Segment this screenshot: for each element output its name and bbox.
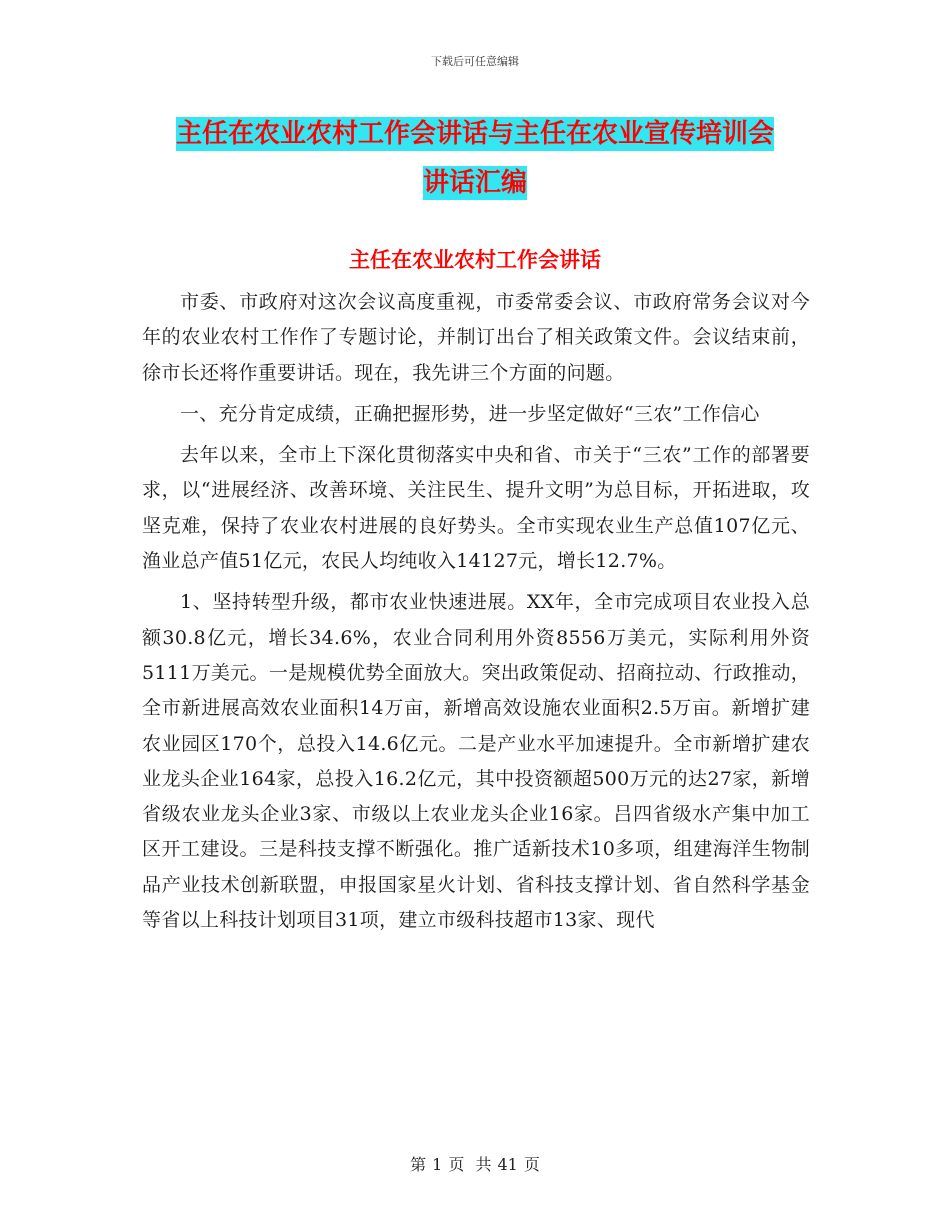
paragraph-4: 1、坚持转型升级，都市农业快速进展。XX年，全市完成项目农业投入总额30.8亿元，增长34.6%，农业合同利用外资8556万美元，实际利用外资5111万美元。一是规模优势全面放大。突出政策促动、招商拉动、行政推动，全市新进展高效农业面积14万亩，新增高效设施农业面积2.5万亩。新增扩建农业园区170个，总投入14.6亿元。二是产业水平加速提升。全市新增扩建农业龙头企业164家，总投入16.2亿元，其中投资额超500万元的达27家，新增省级农业龙头企业3家、市级以上农业龙头企业16家。吕四省级水产集中加工区开工建设。三是科技支撑不断强化。推广适新技术10多项，组建海洋生物制品产业技术创新联盟，申报国家星火计划、省科技支撑计划、省自然科学基金等省以上科技计划项目31项，建立市级科技超市13家、现代: [142, 591, 810, 932]
footer-middle: 页 共: [448, 1155, 492, 1174]
footer-total-pages: 41: [497, 1155, 518, 1174]
footer-suffix: 页: [523, 1155, 540, 1174]
footer-prefix: 第: [410, 1155, 427, 1174]
document-title-line-2: 讲话汇编: [422, 168, 527, 198]
footer-page-number: 1: [432, 1155, 443, 1174]
section-title: 主任在农业农村工作会讲话: [349, 248, 601, 272]
body-text: [142, 285, 810, 944]
paragraph-1: 市委、市政府对这次会议高度重视，市委常委会议、市政府常务会议对今年的农业农村工作作了专题讨论，并制订出台了相关政策文件。会议结束前，徐市长还将作重要讲话。现在，我先讲三个方面的问题。: [142, 291, 810, 384]
header-note: 下载后可任意编辑: [431, 55, 519, 68]
document-title-line-1: 主任在农业农村工作会讲话与主任在农业宣传培训会: [175, 119, 774, 149]
paragraph-2: 一、充分肯定成绩，正确把握形势，进一步坚定做好“三农”工作信心: [180, 402, 760, 425]
paragraph-3: 去年以来，全市上下深化贯彻落实中央和省、市关于“三农”工作的部署要求，以“进展经济、改善环境、关注民生、提升文明”为总目标，开拓进取，攻坚克难，保持了农业农村进展的良好势头。全市实现农业生产总值107亿元、渔业总产值51亿元，农民人均纯收入14127元，增长12.7%。: [142, 444, 810, 573]
page-footer: [0, 1152, 950, 1175]
document-title: [140, 110, 810, 208]
